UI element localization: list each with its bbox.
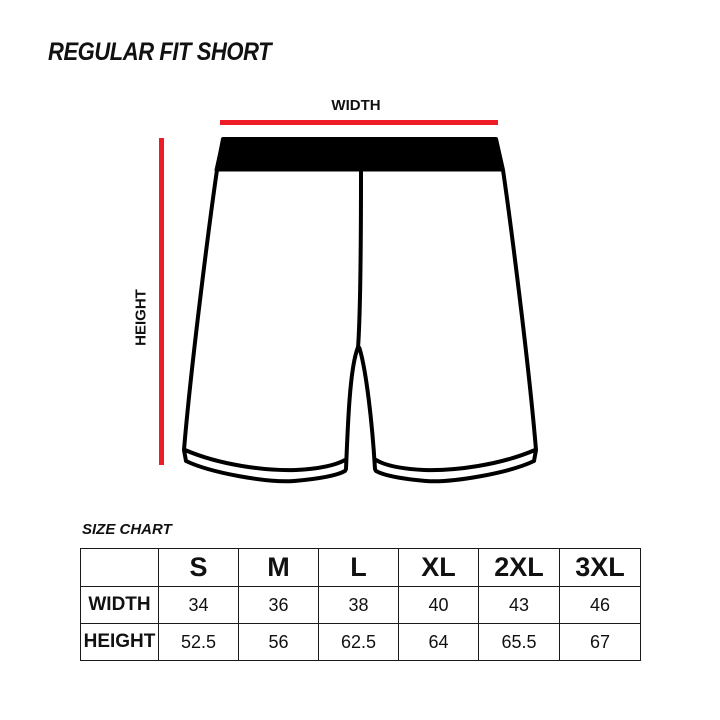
width-measure-label: WIDTH <box>331 97 381 114</box>
size-chart-title: SIZE CHART <box>82 521 172 538</box>
height-value-3xl: 67 <box>560 624 641 661</box>
height-row-label: HEIGHT <box>81 624 159 661</box>
height-measure-label: HEIGHT <box>132 289 150 346</box>
height-value-2xl: 65.5 <box>479 624 560 661</box>
size-column-header: 2XL <box>479 549 560 587</box>
page-title: REGULAR FIT SHORT <box>48 38 272 66</box>
width-row <box>81 587 641 624</box>
size-column-header: M <box>239 549 319 587</box>
width-row-label: WIDTH <box>81 587 159 624</box>
size-chart-header-row <box>81 549 641 587</box>
size-column-header: S <box>159 549 239 587</box>
size-chart-corner-cell <box>81 549 159 587</box>
shorts-waistband <box>216 139 503 170</box>
size-column-header: L <box>319 549 399 587</box>
width-value-m: 36 <box>239 587 319 624</box>
size-column-header: XL <box>399 549 479 587</box>
width-value-3xl: 46 <box>560 587 641 624</box>
height-value-xl: 64 <box>399 624 479 661</box>
size-chart-table <box>80 548 641 661</box>
width-value-2xl: 43 <box>479 587 560 624</box>
width-value-s: 34 <box>159 587 239 624</box>
height-value-s: 52.5 <box>159 624 239 661</box>
width-value-l: 38 <box>319 587 399 624</box>
width-value-xl: 40 <box>399 587 479 624</box>
height-value-m: 56 <box>239 624 319 661</box>
height-value-l: 62.5 <box>319 624 399 661</box>
size-column-header: 3XL <box>560 549 641 587</box>
height-row <box>81 624 641 661</box>
